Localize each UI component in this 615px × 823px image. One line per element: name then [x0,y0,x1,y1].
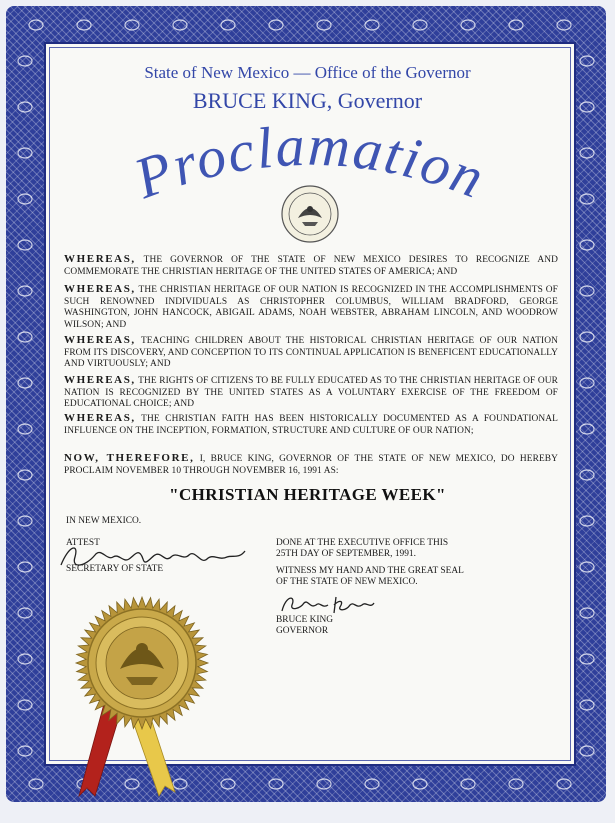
border-ornament [413,779,427,789]
clause-text: I, BRUCE KING, GOVERNOR OF THE STATE OF NEW MEXICO, DO HEREBY PROCLAIM NOVEMBER 10 THROUGH NOVEMBER 16, 1991 AS: [64,454,558,476]
clause-6 [64,453,558,477]
clause-text: TEACHING CHILDREN ABOUT THE HISTORICAL CHRISTIAN HERITAGE OF OUR NATION FROM ITS DISCOVERY, AND CONCEPTION TO ITS CONTINUAL APPLICATION IS BENEFICENT EDUCATIONALLY AND VIRTUOUSLY; AND [64,336,558,369]
executive-line-3: WITNESS MY HAND AND THE GREAT SEAL [276,566,464,576]
border-ornament [365,20,379,30]
border-ornament [461,779,475,789]
border-ornament [269,20,283,30]
border-ornament [18,562,32,572]
border-ornament [580,424,594,434]
clause-lead: WHEREAS, [64,412,136,424]
office-line: State of New Mexico — Office of the Governor [144,63,471,82]
clause-text: THE CHRISTIAN FAITH HAS BEEN HISTORICALLY DOCUMENTED AS A FOUNDATIONAL INFLUENCE ON THE INCEPTION, FORMATION, STRUCTURE AND CULTURE OF OUR NATION; [64,414,558,436]
border-ornament [173,20,187,30]
border-ornament [18,148,32,158]
border-ornament [509,779,523,789]
border-ornament [509,20,523,30]
border-ornament [221,779,235,789]
clause-lead: NOW, THEREFORE, [64,452,195,464]
proclaimed-title: "CHRISTIAN HERITAGE WEEK" [169,485,446,504]
gold-seal-icon [62,583,222,743]
clause-lead: WHEREAS, [64,283,136,295]
border-ornament [317,20,331,30]
clause-text: THE GOVERNOR OF THE STATE OF NEW MEXICO DESIRES TO RECOGNIZE AND COMMEMORATE THE CHRISTIAN HERITAGE OF THE UNITED STATES OF AMERICA; AND [64,255,558,277]
border-ornament [18,286,32,296]
border-ornament [18,470,32,480]
governor-title: GOVERNOR [276,626,329,636]
border-ornament [317,779,331,789]
border-ornament [580,194,594,204]
border-ornament [29,20,43,30]
border-ornament [29,779,43,789]
border-ornament [365,779,379,789]
border-ornament [413,20,427,30]
border-ornament [77,20,91,30]
location-line: IN NEW MEXICO. [66,516,142,526]
attest-label: ATTEST [66,538,100,548]
border-ornament [580,148,594,158]
border-ornament [18,700,32,710]
border-ornament [580,516,594,526]
clause-lead: WHEREAS, [64,253,136,265]
clause-3 [64,335,558,371]
border-ornament [580,470,594,480]
border-ornament [18,746,32,756]
clause-text: THE RIGHTS OF CITIZENS TO BE FULLY EDUCATED AS TO THE CHRISTIAN HERITAGE OF OUR NATION IS RECOGNIZED BY THE UNITED STATES AS A VOLUNTARY EXERCISE OF THE FREEDOM OF EDUCATIONAL CHOICE; AND [64,376,558,409]
border-ornament [557,779,571,789]
clause-2 [64,284,558,331]
executive-line-2: 25TH DAY OF SEPTEMBER, 1991. [276,549,416,559]
executive-line-4: OF THE STATE OF NEW MEXICO. [276,577,418,587]
border-ornament [580,240,594,250]
border-ornament [18,240,32,250]
border-ornament [580,378,594,388]
border-ornament [580,746,594,756]
border-ornament [18,608,32,618]
border-ornament [125,20,139,30]
clause-5 [64,413,558,437]
border-ornament [580,654,594,664]
border-ornament [18,332,32,342]
border-ornament [461,20,475,30]
state-seal-icon [280,184,340,244]
border-ornament [580,608,594,618]
border-ornament [18,424,32,434]
clause-text: THE CHRISTIAN HERITAGE OF OUR NATION IS RECOGNIZED IN THE ACCOMPLISHMENTS OF SUCH RENOWNED INDIVIDUALS AS CHRISTOPHER COLUMBUS, WILLIAM BRADFORD, GEORGE WASHINGTON, JOHN HANCOCK, ABIGAIL ADAMS, NOAH WEBSTER, ABRAHAM LINCOLN, AND WOODROW WILSON; AND [64,285,558,330]
clause-1 [64,254,558,278]
executive-line-1: DONE AT THE EXECUTIVE OFFICE THIS [276,538,449,548]
border-ornament [221,20,235,30]
proclamation-title-text: Proclamation [126,120,495,212]
border-ornament [18,378,32,388]
border-ornament [557,20,571,30]
border-ornament [18,516,32,526]
secretary-signature [55,537,255,577]
border-ornament [18,654,32,664]
governor-name: BRUCE KING [276,615,334,625]
border-ornament [269,779,283,789]
border-ornament [18,194,32,204]
border-ornament [580,286,594,296]
attest-role: SECRETARY OF STATE [66,564,164,574]
border-ornament [580,562,594,572]
governor-line: BRUCE KING, Governor [192,88,423,113]
border-ornament [580,700,594,710]
governor-signature [278,591,378,617]
clause-lead: WHEREAS, [64,334,136,346]
border-ornament [580,332,594,342]
clause-lead: WHEREAS, [64,374,136,386]
clause-4 [64,375,558,411]
